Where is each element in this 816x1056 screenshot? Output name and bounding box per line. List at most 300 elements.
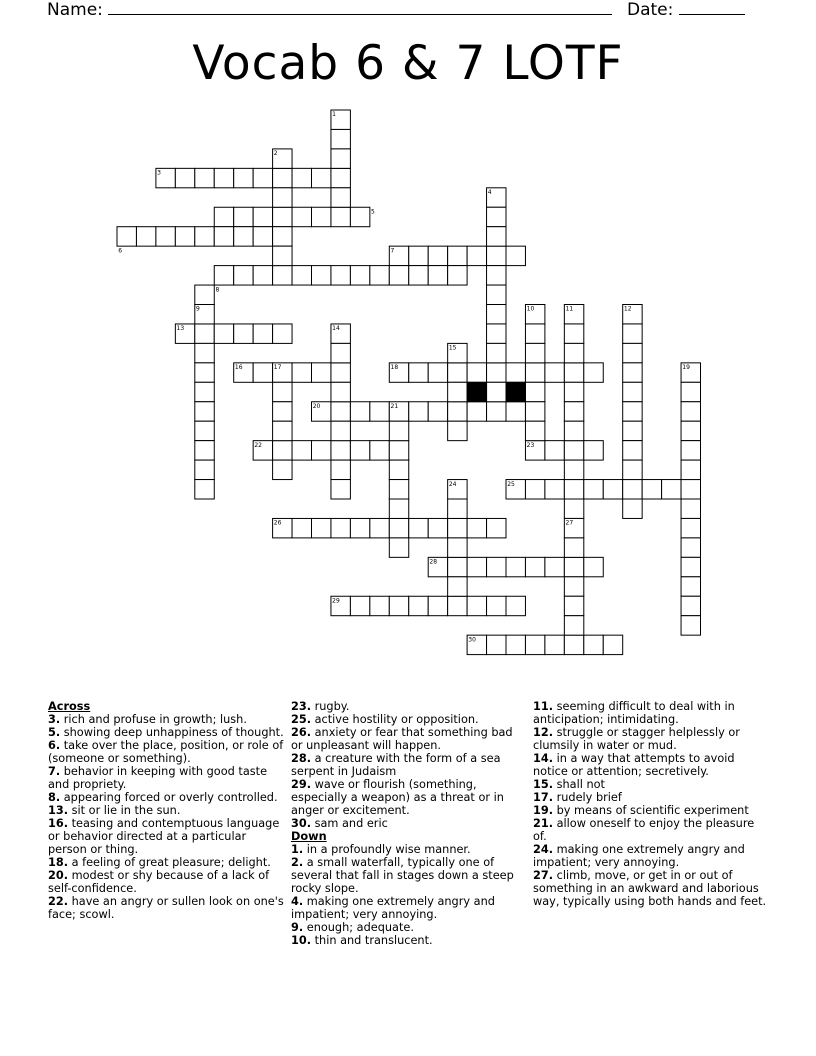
grid-cell[interactable] xyxy=(312,168,331,187)
down-clue xyxy=(533,804,769,817)
grid-cell[interactable] xyxy=(331,421,350,440)
grid-cell[interactable] xyxy=(409,402,428,421)
grid-cell[interactable] xyxy=(642,480,661,499)
grid-cell[interactable] xyxy=(487,285,506,304)
across-clue xyxy=(291,713,527,726)
grid-cell[interactable] xyxy=(389,460,408,479)
clue-number: 24. xyxy=(533,843,554,856)
across-heading: Across xyxy=(48,700,91,713)
across-clue xyxy=(291,817,527,830)
grid-cell[interactable] xyxy=(273,246,292,265)
grid-cell[interactable] xyxy=(487,363,506,382)
clue-number-label: 6 xyxy=(118,247,123,255)
grid-cell[interactable] xyxy=(623,499,642,518)
clue-number-label: 29 xyxy=(332,597,340,605)
across-clue xyxy=(48,817,284,856)
clue-number-label: 25 xyxy=(507,480,515,488)
grid-cell[interactable] xyxy=(273,168,292,187)
grid-cell[interactable] xyxy=(350,441,369,460)
grid-cell[interactable] xyxy=(525,324,544,343)
grid-cell[interactable] xyxy=(292,518,311,537)
grid-cell[interactable] xyxy=(428,363,447,382)
grid-cell[interactable] xyxy=(681,499,700,518)
grid-cell[interactable] xyxy=(350,402,369,421)
grid-cell[interactable] xyxy=(467,557,486,576)
grid-cell[interactable] xyxy=(428,402,447,421)
grid-cell[interactable] xyxy=(506,635,525,654)
grid-cell[interactable] xyxy=(253,227,272,246)
grid-cell[interactable] xyxy=(448,266,467,285)
grid-cell[interactable] xyxy=(331,168,350,187)
grid-cell[interactable] xyxy=(195,168,214,187)
grid-cell[interactable] xyxy=(623,460,642,479)
grid-cell[interactable] xyxy=(467,246,486,265)
clue-text: making one extremely angry and impatient; very annoying. xyxy=(291,895,495,921)
grid-cell[interactable] xyxy=(175,168,194,187)
grid-cell[interactable] xyxy=(448,577,467,596)
grid-cell[interactable] xyxy=(525,382,544,401)
grid-cell[interactable] xyxy=(292,363,311,382)
grid-cell[interactable] xyxy=(409,518,428,537)
down-clue xyxy=(291,895,527,921)
grid-cell[interactable] xyxy=(506,363,525,382)
page-title: Vocab 6 & 7 LOTF xyxy=(192,36,624,91)
grid-cell[interactable] xyxy=(331,188,350,207)
grid-cell[interactable] xyxy=(273,207,292,226)
down-clue xyxy=(533,869,769,908)
grid-cell[interactable] xyxy=(136,227,155,246)
grid-cell[interactable] xyxy=(428,518,447,537)
clue-number: 13. xyxy=(48,804,69,817)
black-square xyxy=(506,382,525,401)
grid-cell[interactable] xyxy=(623,480,642,499)
down-clue xyxy=(291,934,527,947)
grid-cell[interactable] xyxy=(487,227,506,246)
grid-cell[interactable] xyxy=(253,363,272,382)
clue-text: rudely brief xyxy=(553,791,622,804)
grid-cell[interactable] xyxy=(564,460,583,479)
grid-cell[interactable] xyxy=(312,266,331,285)
grid-cell[interactable] xyxy=(564,596,583,615)
grid-cell[interactable] xyxy=(448,421,467,440)
clue-number-label: 18 xyxy=(390,364,399,372)
grid-cell[interactable] xyxy=(448,596,467,615)
grid-cell[interactable] xyxy=(448,402,467,421)
grid-cell[interactable] xyxy=(525,635,544,654)
clue-number: 20. xyxy=(48,869,69,882)
grid-cell[interactable] xyxy=(681,382,700,401)
grid-cell[interactable] xyxy=(292,207,311,226)
grid-cell[interactable] xyxy=(331,207,350,226)
across-clue xyxy=(48,765,284,791)
grid-cell[interactable] xyxy=(448,557,467,576)
clue-text: rich and profuse in growth; lush. xyxy=(60,713,247,726)
grid-cell[interactable] xyxy=(370,402,389,421)
grid-cell[interactable] xyxy=(681,557,700,576)
clue-text: seeming difficult to deal with in anticipation; intimidating. xyxy=(533,700,735,726)
clue-number: 28. xyxy=(291,752,312,765)
grid-cell[interactable] xyxy=(545,557,564,576)
grid-cell[interactable] xyxy=(467,402,486,421)
clue-text: showing deep unhappiness of thought. xyxy=(60,726,284,739)
grid-cell[interactable] xyxy=(681,538,700,557)
grid-cell[interactable] xyxy=(525,343,544,362)
grid-cell[interactable] xyxy=(409,266,428,285)
name-label: Name: xyxy=(47,0,103,20)
grid-cell[interactable] xyxy=(681,596,700,615)
grid-cell[interactable] xyxy=(195,382,214,401)
grid-cell[interactable] xyxy=(273,460,292,479)
grid-cell[interactable] xyxy=(350,518,369,537)
grid-cell[interactable] xyxy=(623,402,642,421)
grid-cell[interactable] xyxy=(253,324,272,343)
grid-cell[interactable] xyxy=(467,363,486,382)
grid-cell[interactable] xyxy=(331,382,350,401)
clue-number: 1. xyxy=(291,843,304,856)
grid-cell[interactable] xyxy=(273,324,292,343)
down-clue xyxy=(291,921,527,934)
grid-cell[interactable] xyxy=(525,402,544,421)
grid-cell[interactable] xyxy=(273,441,292,460)
grid-cell[interactable] xyxy=(564,557,583,576)
grid-cell[interactable] xyxy=(564,577,583,596)
grid-cell[interactable] xyxy=(564,499,583,518)
grid-cell[interactable] xyxy=(214,227,233,246)
grid-cell[interactable] xyxy=(156,227,175,246)
clue-number-label: 17 xyxy=(273,364,282,372)
grid-cell[interactable] xyxy=(234,266,253,285)
grid-cell[interactable] xyxy=(448,382,467,401)
clue-text: thin and translucent. xyxy=(311,934,433,947)
grid-cell[interactable] xyxy=(603,635,622,654)
grid-cell[interactable] xyxy=(195,402,214,421)
grid-cell[interactable] xyxy=(525,480,544,499)
grid-cell[interactable] xyxy=(448,499,467,518)
grid-cell[interactable] xyxy=(428,596,447,615)
grid-cell[interactable] xyxy=(214,266,233,285)
grid-cell[interactable] xyxy=(175,227,194,246)
grid-cell[interactable] xyxy=(623,421,642,440)
grid-cell[interactable] xyxy=(292,441,311,460)
grid-cell[interactable] xyxy=(389,538,408,557)
clue-number-label: 8 xyxy=(215,286,220,294)
grid-cell[interactable] xyxy=(253,266,272,285)
grid-cell[interactable] xyxy=(331,343,350,362)
grid-cell[interactable] xyxy=(603,480,622,499)
grid-cell[interactable] xyxy=(389,480,408,499)
grid-cell[interactable] xyxy=(681,577,700,596)
grid-cell[interactable] xyxy=(214,324,233,343)
grid-cell[interactable] xyxy=(389,499,408,518)
clue-text: by means of scientific experiment xyxy=(553,804,749,817)
across-clue xyxy=(48,726,284,739)
grid-cell[interactable] xyxy=(487,207,506,226)
clue-number-label: 4 xyxy=(487,189,492,196)
grid-cell[interactable] xyxy=(584,363,603,382)
clue-number-label: 12 xyxy=(623,305,632,313)
grid-cell[interactable] xyxy=(564,538,583,557)
grid-cell[interactable] xyxy=(195,460,214,479)
across-clue xyxy=(48,869,284,895)
clue-number: 14. xyxy=(533,752,554,765)
clue-number: 18. xyxy=(48,856,69,869)
clue-number: 15. xyxy=(533,778,554,791)
clue-text: take over the place, position, or role of (someone or something). xyxy=(48,739,284,765)
grid-cell[interactable] xyxy=(195,363,214,382)
grid-cell[interactable] xyxy=(448,246,467,265)
clue-number-label: 16 xyxy=(234,364,243,372)
grid-cell[interactable] xyxy=(681,441,700,460)
grid-cell[interactable] xyxy=(623,382,642,401)
grid-cell[interactable] xyxy=(312,207,331,226)
grid-cell[interactable] xyxy=(292,266,311,285)
clue-number: 30. xyxy=(291,817,312,830)
clue-number-label: 1 xyxy=(332,111,336,119)
grid-cell[interactable] xyxy=(117,227,136,246)
clue-number: 10. xyxy=(291,934,312,947)
clue-number: 19. xyxy=(533,804,554,817)
grid-cell[interactable] xyxy=(331,441,350,460)
grid-cell[interactable] xyxy=(623,441,642,460)
grid-cell[interactable] xyxy=(564,343,583,362)
clue-number-label: 27 xyxy=(565,519,574,527)
clues-column-2 xyxy=(291,700,527,947)
grid-cell[interactable] xyxy=(234,324,253,343)
clue-number-label: 3 xyxy=(157,169,161,177)
grid-cell[interactable] xyxy=(253,168,272,187)
clue-number: 25. xyxy=(291,713,312,726)
clue-number-label: 23 xyxy=(526,441,535,449)
grid-cell[interactable] xyxy=(409,246,428,265)
clue-number-label: 26 xyxy=(273,519,282,527)
grid-cell[interactable] xyxy=(389,518,408,537)
grid-cell[interactable] xyxy=(487,557,506,576)
grid-cell[interactable] xyxy=(487,343,506,362)
grid-cell[interactable] xyxy=(273,266,292,285)
grid-cell[interactable] xyxy=(234,207,253,226)
clue-number-label: 10 xyxy=(526,305,535,313)
grid-cell[interactable] xyxy=(487,518,506,537)
grid-cell[interactable] xyxy=(487,246,506,265)
clue-number-label: 9 xyxy=(196,305,200,313)
clue-text: rugby. xyxy=(311,700,350,713)
grid-cell[interactable] xyxy=(506,596,525,615)
down-clue xyxy=(533,752,769,778)
grid-cell[interactable] xyxy=(195,480,214,499)
grid-cell[interactable] xyxy=(545,441,564,460)
across-clue xyxy=(48,713,284,726)
grid-cell[interactable] xyxy=(331,480,350,499)
across-clue xyxy=(48,804,284,817)
grid-cell[interactable] xyxy=(195,324,214,343)
grid-cell[interactable] xyxy=(292,168,311,187)
grid-cell[interactable] xyxy=(525,557,544,576)
grid-cell[interactable] xyxy=(370,518,389,537)
grid-cell[interactable] xyxy=(467,518,486,537)
clue-number: 7. xyxy=(48,765,61,778)
grid-cell[interactable] xyxy=(584,441,603,460)
grid-cell[interactable] xyxy=(370,266,389,285)
grid-cell[interactable] xyxy=(564,616,583,635)
grid-cell[interactable] xyxy=(448,538,467,557)
grid-cell[interactable] xyxy=(467,596,486,615)
grid-cell[interactable] xyxy=(389,421,408,440)
grid-cell[interactable] xyxy=(195,343,214,362)
clue-number: 11. xyxy=(533,700,554,713)
clue-number-label: 22 xyxy=(254,441,262,449)
grid-cell[interactable] xyxy=(487,305,506,324)
grid-cell[interactable] xyxy=(273,227,292,246)
grid-cell[interactable] xyxy=(195,285,214,304)
grid-cell[interactable] xyxy=(623,324,642,343)
grid-cell[interactable] xyxy=(681,518,700,537)
grid-cell[interactable] xyxy=(506,557,525,576)
clue-number-label: 15 xyxy=(448,344,457,352)
clue-number: 3. xyxy=(48,713,61,726)
clue-number-label: 20 xyxy=(312,402,321,410)
grid-cell[interactable] xyxy=(389,266,408,285)
grid-cell[interactable] xyxy=(525,421,544,440)
grid-cell[interactable] xyxy=(681,460,700,479)
grid-cell[interactable] xyxy=(312,363,331,382)
grid-cell[interactable] xyxy=(370,441,389,460)
grid-cell[interactable] xyxy=(584,635,603,654)
clue-text: appearing forced or overly controlled. xyxy=(60,791,278,804)
grid-cell[interactable] xyxy=(487,402,506,421)
grid-cell[interactable] xyxy=(487,596,506,615)
grid-cell[interactable] xyxy=(448,518,467,537)
across-clue xyxy=(48,856,284,869)
grid-cell[interactable] xyxy=(487,635,506,654)
clue-number-label: 30 xyxy=(468,636,476,644)
grid-cell[interactable] xyxy=(564,382,583,401)
grid-cell[interactable] xyxy=(506,246,525,265)
grid-cell[interactable] xyxy=(370,596,389,615)
clues-column-3 xyxy=(533,700,769,908)
grid-cell[interactable] xyxy=(409,363,428,382)
across-clue xyxy=(291,726,527,752)
grid-cell[interactable] xyxy=(273,421,292,440)
across-clue xyxy=(291,700,527,713)
clue-number-label: 13 xyxy=(176,325,185,333)
grid-cell[interactable] xyxy=(564,480,583,499)
clue-number: 17. xyxy=(533,791,554,804)
clue-text: climb, move, or get in or out of something in an awkward and laborious way, typically using both hands and feet. xyxy=(533,869,767,908)
grid-cell[interactable] xyxy=(195,421,214,440)
grid-cell[interactable] xyxy=(273,188,292,207)
grid-cell[interactable] xyxy=(662,480,681,499)
grid-cell[interactable] xyxy=(487,266,506,285)
grid-cell[interactable] xyxy=(331,363,350,382)
clue-text: behavior in keeping with good taste and propriety. xyxy=(48,765,268,791)
grid-cell[interactable] xyxy=(214,168,233,187)
grid-cell[interactable] xyxy=(564,441,583,460)
grid-cell[interactable] xyxy=(350,266,369,285)
grid-cell[interactable] xyxy=(564,421,583,440)
clue-number: 12. xyxy=(533,726,554,739)
grid-cell[interactable] xyxy=(623,363,642,382)
grid-cell[interactable] xyxy=(331,266,350,285)
clue-number-label: 2 xyxy=(273,150,278,158)
clue-text: wave or flourish (something, especially a weapon) as a threat or in anger or excitement. xyxy=(291,778,504,817)
across-clue xyxy=(291,752,527,778)
clue-text: anxiety or fear that something bad or unpleasant will happen. xyxy=(291,726,513,752)
grid-cell[interactable] xyxy=(487,324,506,343)
down-heading: Down xyxy=(291,830,327,843)
down-clue xyxy=(533,700,769,726)
down-clue xyxy=(291,843,527,856)
clue-text: a feeling of great pleasure; delight. xyxy=(68,856,271,869)
grid-cell[interactable] xyxy=(545,480,564,499)
clue-number-label: 24 xyxy=(448,480,457,488)
clue-text: in a way that attempts to avoid notice or attention; secretively. xyxy=(533,752,735,778)
clue-number: 6. xyxy=(48,739,61,752)
grid-cell[interactable] xyxy=(448,363,467,382)
grid-cell[interactable] xyxy=(350,207,369,226)
grid-cell[interactable] xyxy=(331,460,350,479)
down-clue xyxy=(533,843,769,869)
grid-cell[interactable] xyxy=(564,402,583,421)
grid-cell[interactable] xyxy=(623,343,642,362)
grid-cell[interactable] xyxy=(331,149,350,168)
clue-number-label: 7 xyxy=(390,247,395,255)
grid-cell[interactable] xyxy=(389,596,408,615)
grid-cell[interactable] xyxy=(564,363,583,382)
grid-cell[interactable] xyxy=(506,402,525,421)
down-clue xyxy=(533,726,769,752)
down-clue xyxy=(533,791,769,804)
grid-cell[interactable] xyxy=(195,227,214,246)
grid-cell[interactable] xyxy=(312,518,331,537)
grid-cell[interactable] xyxy=(428,266,447,285)
grid-cell[interactable] xyxy=(584,557,603,576)
grid-cell[interactable] xyxy=(564,635,583,654)
clue-text: shall not xyxy=(553,778,605,791)
grid-cell[interactable] xyxy=(331,129,350,148)
grid-cell[interactable] xyxy=(273,382,292,401)
grid-cell[interactable] xyxy=(350,596,369,615)
grid-cell[interactable] xyxy=(584,480,603,499)
grid-cell[interactable] xyxy=(331,518,350,537)
grid-cell[interactable] xyxy=(681,421,700,440)
grid-cell[interactable] xyxy=(428,246,447,265)
grid-cell[interactable] xyxy=(545,635,564,654)
grid-cell[interactable] xyxy=(234,227,253,246)
grid-cell[interactable] xyxy=(525,363,544,382)
grid-cell[interactable] xyxy=(681,616,700,635)
clue-text: making one extremely angry and impatient; very annoying. xyxy=(533,843,745,869)
grid-cell[interactable] xyxy=(681,402,700,421)
grid-cell[interactable] xyxy=(253,207,272,226)
clue-text: sit or lie in the sun. xyxy=(68,804,181,817)
grid-cell[interactable] xyxy=(312,441,331,460)
grid-cell[interactable] xyxy=(564,324,583,343)
grid-cell[interactable] xyxy=(487,382,506,401)
grid-cell[interactable] xyxy=(389,441,408,460)
grid-cell[interactable] xyxy=(681,480,700,499)
grid-cell[interactable] xyxy=(234,168,253,187)
grid-cell[interactable] xyxy=(409,596,428,615)
grid-cell[interactable] xyxy=(331,402,350,421)
grid-cell[interactable] xyxy=(195,441,214,460)
grid-cell[interactable] xyxy=(273,402,292,421)
grid-cell[interactable] xyxy=(214,207,233,226)
across-clue xyxy=(291,778,527,817)
clue-text: teasing and contemptuous language or behavior directed at a particular person or thing. xyxy=(48,817,280,856)
clue-number: 27. xyxy=(533,869,554,882)
grid-cell[interactable] xyxy=(545,363,564,382)
clue-text: struggle or stagger helplessly or clumsily in water or mud. xyxy=(533,726,740,752)
